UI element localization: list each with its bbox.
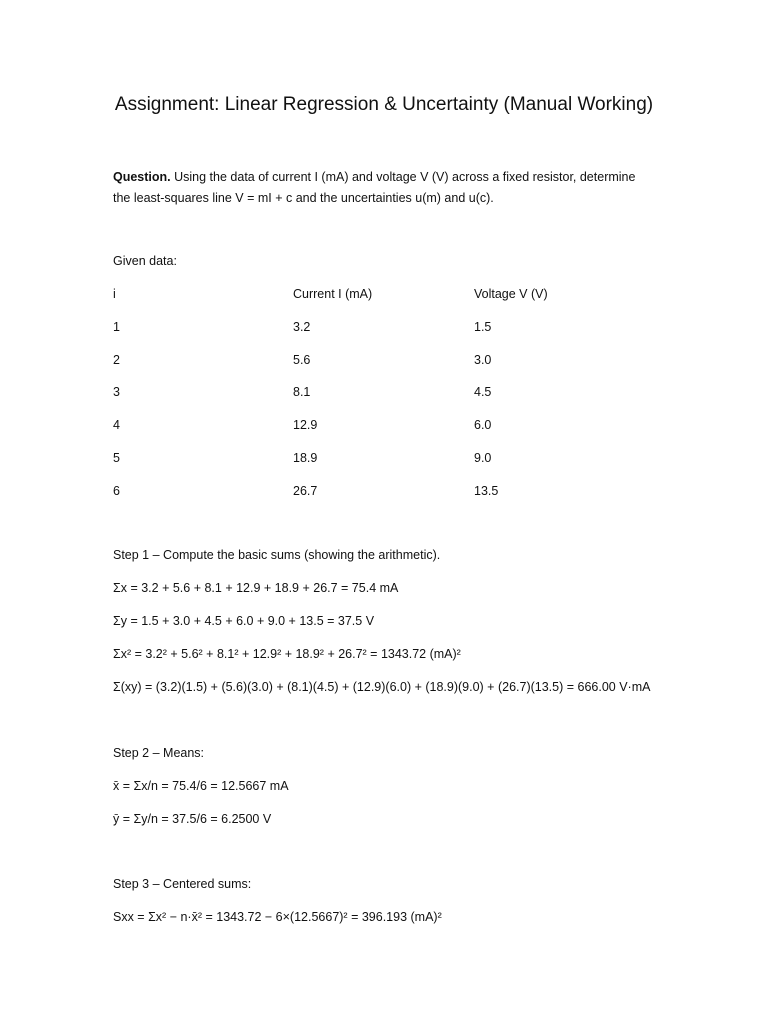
given-data-label: Given data: — [113, 254, 177, 268]
cell-index: 5 — [113, 450, 120, 465]
cell-current: 18.9 — [293, 450, 318, 465]
header-voltage: Voltage V (V) — [474, 287, 548, 301]
question-label: Question. — [113, 170, 171, 184]
question-paragraph — [113, 167, 653, 209]
cell-voltage: 1.5 — [474, 319, 492, 334]
sxx-line: Sxx = Σx² − n·x̄² = 1343.72 − 6×(12.5667)² = 396.193 (mA)² — [113, 910, 442, 924]
cell-current: 12.9 — [293, 418, 318, 433]
step3-heading: Step 3 – Centered sums: — [113, 877, 252, 891]
cell-voltage: 13.5 — [474, 483, 499, 498]
cell-current: 8.1 — [293, 385, 311, 400]
cell-index: 3 — [113, 385, 120, 400]
header-current: Current I (mA) — [293, 287, 373, 301]
cell-current: 3.2 — [293, 319, 311, 334]
cell-voltage: 9.0 — [474, 450, 492, 465]
table-row — [113, 418, 673, 451]
table-header-row — [113, 287, 673, 320]
mean-x-line: x̄ = Σx/n = 75.4/6 = 12.5667 mA — [113, 779, 289, 793]
sum-x-line: Σx = 3.2 + 5.6 + 8.1 + 12.9 + 18.9 + 26.7 = 75.4 mA — [113, 581, 399, 595]
cell-index: 1 — [113, 319, 120, 334]
cell-index: 4 — [113, 418, 120, 433]
data-table — [113, 287, 673, 517]
cell-current: 5.6 — [293, 352, 311, 367]
sum-y-line: Σy = 1.5 + 3.0 + 4.5 + 6.0 + 9.0 + 13.5 = 37.5 V — [113, 614, 375, 628]
step1-heading: Step 1 – Compute the basic sums (showing the arithmetic). — [113, 548, 441, 562]
sum-xy-line: Σ(xy) = (3.2)(1.5) + (5.6)(3.0) + (8.1)(4.5) + (12.9)(6.0) + (18.9)(9.0) + (26.7)(13.5) = 666.00 V·mA — [113, 680, 651, 694]
cell-index: 2 — [113, 352, 120, 367]
table-row — [113, 385, 673, 418]
step2-heading: Step 2 – Means: — [113, 746, 205, 760]
sum-x2-line: Σx² = 3.2² + 5.6² + 8.1² + 12.9² + 18.9² + 26.7² = 1343.72 (mA)² — [113, 647, 461, 661]
cell-current: 26.7 — [293, 483, 318, 498]
header-index: i — [113, 287, 116, 301]
cell-index: 6 — [113, 483, 120, 498]
table-row — [113, 320, 673, 353]
page-title: Assignment: Linear Regression & Uncertainty (Manual Working) — [114, 94, 654, 115]
table-row — [113, 451, 673, 484]
cell-voltage: 3.0 — [474, 352, 492, 367]
cell-voltage: 6.0 — [474, 418, 492, 433]
mean-y-line: ȳ = Σy/n = 37.5/6 = 6.2500 V — [113, 812, 272, 826]
table-row — [113, 353, 673, 386]
table-row — [113, 484, 673, 517]
cell-voltage: 4.5 — [474, 385, 492, 400]
question-text: Using the data of current I (mA) and voltage V (V) across a fixed resistor, determine the least-squares line V = mI + c and the uncertainties u(m) and u(c). — [113, 170, 636, 205]
